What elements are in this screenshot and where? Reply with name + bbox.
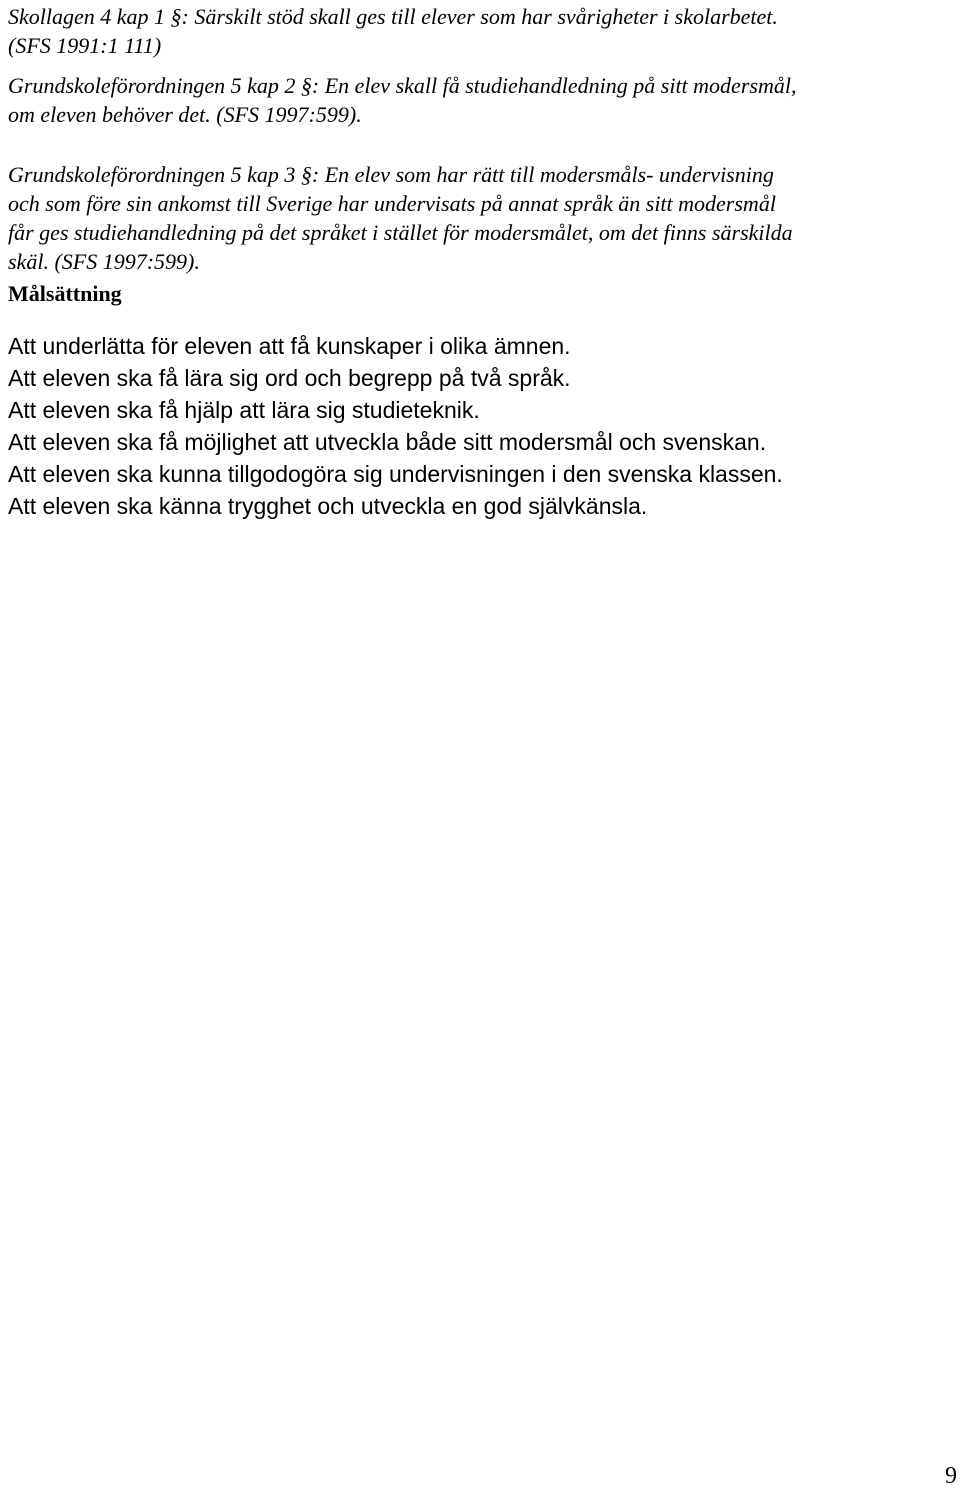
- list-item: Att eleven ska få möjlighet att utveckla både sitt modersmål och svenskan.: [8, 429, 767, 455]
- list-item: Att eleven ska få lära sig ord och begrepp på två språk.: [8, 365, 571, 391]
- paragraph-line: Skollagen 4 kap 1 §: Särskilt stöd skall ges till elever som har svårigheter i skolarbetet.: [8, 4, 778, 29]
- paragraph-line: Grundskoleförordningen 5 kap 2 §: En elev skall få studiehandledning på sitt modersmål,: [8, 73, 797, 98]
- paragraph-line: och som före sin ankomst till Sverige har undervisats på annat språk än sitt modersmål: [8, 191, 776, 216]
- paragraph-skollagen: [8, 2, 953, 60]
- list-item: Att eleven ska få hjälp att lära sig studieteknik.: [8, 397, 480, 423]
- paragraph-line: får ges studiehandledning på det språket i stället för modersmålet, om det finns särskilda: [8, 220, 793, 245]
- goals-list: [8, 330, 953, 522]
- list-item: Att eleven ska kunna tillgodogöra sig undervisningen i den svenska klassen.: [8, 461, 783, 487]
- paragraph-line: Grundskoleförordningen 5 kap 3 §: En elev som har rätt till modersmåls- undervisning: [8, 162, 774, 187]
- paragraph-line: (SFS 1991:1 111): [8, 33, 162, 58]
- paragraph-line: om eleven behöver det. (SFS 1997:599).: [8, 102, 362, 127]
- paragraph-line: skäl. (SFS 1997:599).: [8, 249, 200, 274]
- list-item: Att underlätta för eleven att få kunskaper i olika ämnen.: [8, 333, 571, 359]
- document-page: [8, 0, 953, 522]
- paragraph-grundskoleforordningen-3: [8, 160, 953, 276]
- section-heading: Målsättning: [8, 281, 122, 306]
- list-item: Att eleven ska känna trygghet och utveckla en god självkänsla.: [8, 493, 648, 519]
- paragraph-grundskoleforordningen-2: [8, 71, 953, 129]
- page-number: 9: [945, 1463, 957, 1489]
